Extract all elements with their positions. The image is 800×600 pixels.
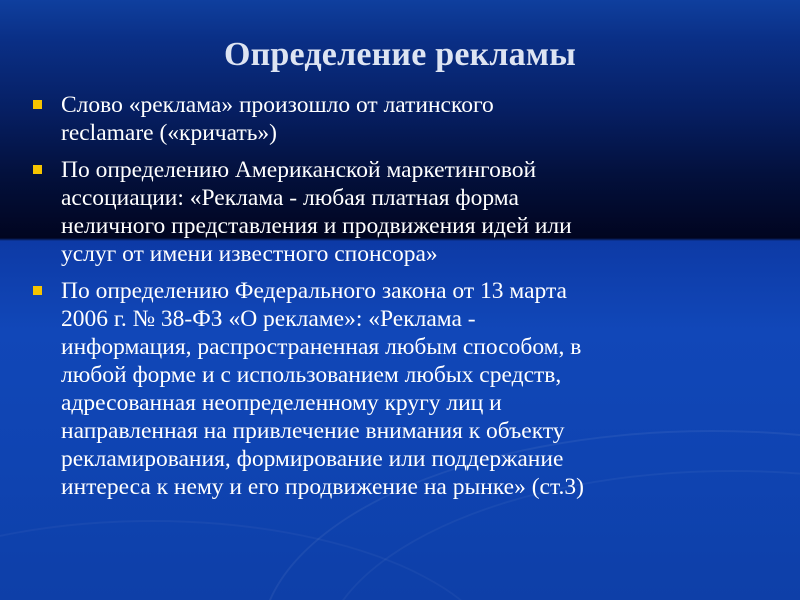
bullet-line: информация, распространенная любым способом, в <box>61 334 582 360</box>
bullet-line: reclamare («кричать») <box>61 120 278 146</box>
bullet-square-icon <box>33 100 42 109</box>
bullet-item-federal-law-definition <box>33 277 773 501</box>
slide-title: Определение рекламы <box>224 36 576 73</box>
bullet-line: адресованная неопределенному кругу лиц и <box>61 390 502 416</box>
bullet-square-icon <box>33 286 42 295</box>
bullet-line: Слово «реклама» произошло от латинского <box>61 92 494 118</box>
bullet-item-ama-definition <box>33 156 773 268</box>
bullet-item-etymology <box>33 91 773 147</box>
bullet-list <box>33 91 773 510</box>
bullet-line: неличного представления и продвижения идей или <box>61 213 572 239</box>
bullet-line: любой форме и с использованием любых средств, <box>61 362 562 388</box>
bullet-line: По определению Американской маркетинговой <box>61 157 537 183</box>
bullet-line: направленная на привлечение внимания к объекту <box>61 418 565 444</box>
bullet-square-icon <box>33 165 42 174</box>
bullet-line: рекламирования, формирование или поддержание <box>61 446 564 472</box>
bullet-line: услуг от имени известного спонсора» <box>61 241 438 267</box>
bullet-line: 2006 г. № 38-ФЗ «О рекламе»: «Реклама - <box>61 306 476 332</box>
bullet-line: ассоциации: «Реклама - любая платная форма <box>61 185 519 211</box>
bullet-line: интереса к нему и его продвижение на рынке» (ст.3) <box>61 474 584 500</box>
background-wave-decoration <box>0 520 504 600</box>
bullet-line: По определению Федерального закона от 13 марта <box>61 278 567 304</box>
